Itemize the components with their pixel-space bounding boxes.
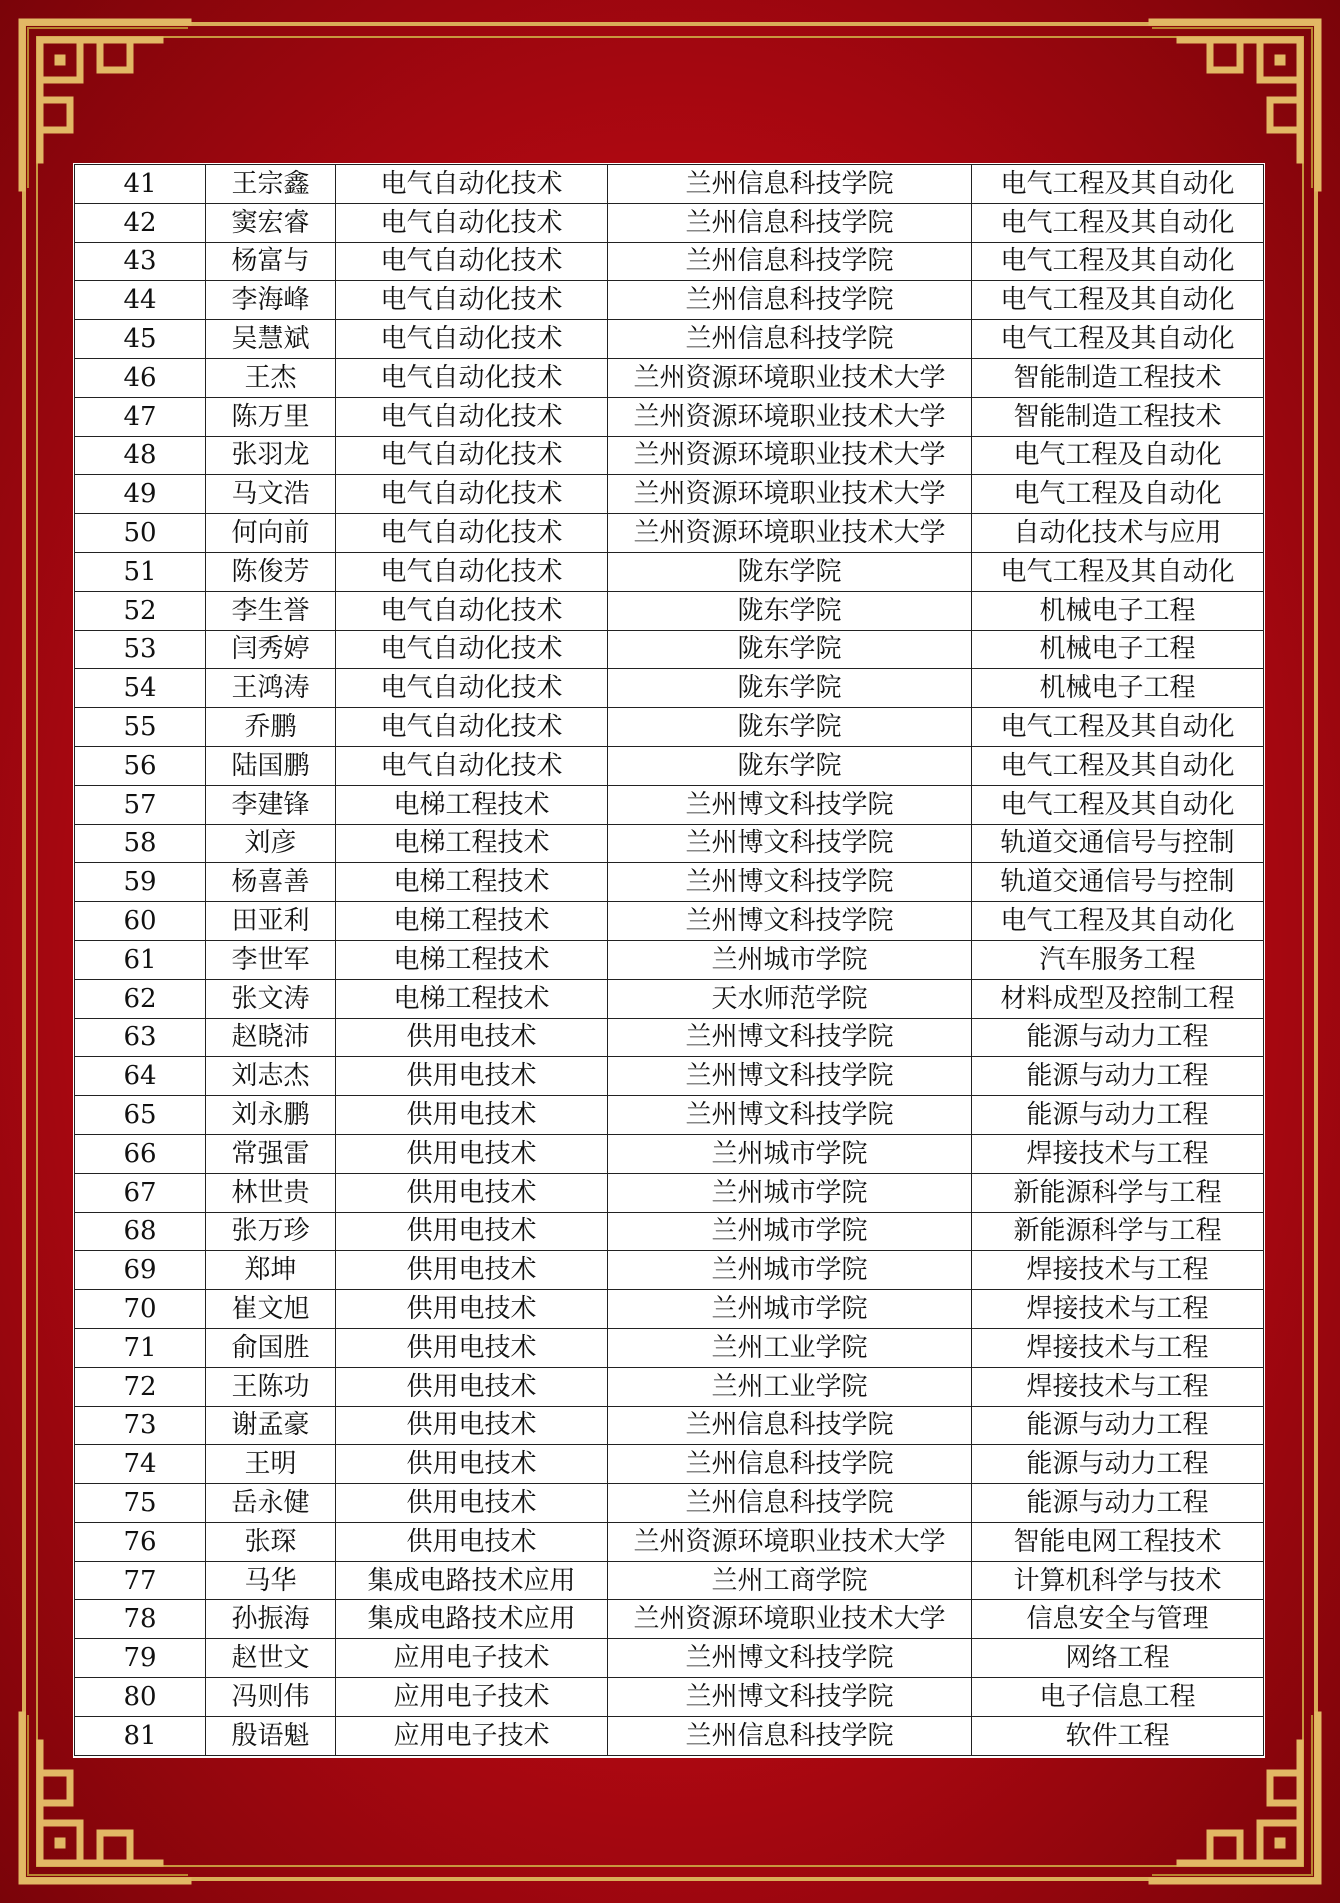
table-row [75,1639,1264,1678]
row-number-cell: 52 [75,591,206,630]
student-name-cell: 王宗鑫 [206,165,336,204]
target-college-cell: 兰州信息科技学院 [608,281,972,320]
target-major-cell: 汽车服务工程 [972,940,1264,979]
target-major-cell: 电气工程及其自动化 [972,165,1264,204]
row-number-cell: 67 [75,1173,206,1212]
target-college-cell: 兰州资源环境职业技术大学 [608,436,972,475]
target-college-cell: 兰州博文科技学院 [608,1639,972,1678]
row-number-cell: 54 [75,669,206,708]
table-row [75,320,1264,359]
student-name-cell: 刘永鹏 [206,1096,336,1135]
original-major-cell: 供用电技术 [336,1057,608,1096]
target-major-cell: 新能源科学与工程 [972,1212,1264,1251]
target-major-cell: 信息安全与管理 [972,1600,1264,1639]
row-number-cell: 45 [75,320,206,359]
table-row [75,281,1264,320]
target-college-cell: 兰州资源环境职业技术大学 [608,1522,972,1561]
target-major-cell: 智能制造工程技术 [972,358,1264,397]
target-major-cell: 电气工程及自动化 [972,436,1264,475]
student-name-cell: 王陈功 [206,1367,336,1406]
original-major-cell: 供用电技术 [336,1484,608,1523]
target-major-cell: 智能制造工程技术 [972,397,1264,436]
target-college-cell: 兰州博文科技学院 [608,1018,972,1057]
target-major-cell: 电气工程及其自动化 [972,320,1264,359]
row-number-cell: 59 [75,863,206,902]
original-major-cell: 电气自动化技术 [336,514,608,553]
target-major-cell: 能源与动力工程 [972,1445,1264,1484]
original-major-cell: 供用电技术 [336,1290,608,1329]
student-name-cell: 李世军 [206,940,336,979]
student-name-cell: 王杰 [206,358,336,397]
original-major-cell: 供用电技术 [336,1212,608,1251]
table-row [75,203,1264,242]
target-major-cell: 电气工程及其自动化 [972,552,1264,591]
table-row [75,630,1264,669]
target-major-cell: 电子信息工程 [972,1678,1264,1717]
table-row [75,1251,1264,1290]
row-number-cell: 73 [75,1406,206,1445]
student-name-cell: 孙振海 [206,1600,336,1639]
original-major-cell: 电气自动化技术 [336,708,608,747]
table-row [75,1018,1264,1057]
table-row [75,1290,1264,1329]
student-name-cell: 赵世文 [206,1639,336,1678]
student-name-cell: 李建锋 [206,785,336,824]
target-college-cell: 兰州资源环境职业技术大学 [608,475,972,514]
student-name-cell: 谢孟豪 [206,1406,336,1445]
target-major-cell: 焊接技术与工程 [972,1367,1264,1406]
target-college-cell: 天水师范学院 [608,979,972,1018]
student-name-cell: 马华 [206,1561,336,1600]
target-college-cell: 兰州博文科技学院 [608,863,972,902]
row-number-cell: 77 [75,1561,206,1600]
student-name-cell: 陆国鹏 [206,746,336,785]
row-number-cell: 53 [75,630,206,669]
student-name-cell: 张万珍 [206,1212,336,1251]
original-major-cell: 电气自动化技术 [336,165,608,204]
target-major-cell: 电气工程及其自动化 [972,746,1264,785]
row-number-cell: 51 [75,552,206,591]
original-major-cell: 应用电子技术 [336,1716,608,1755]
original-major-cell: 电气自动化技术 [336,669,608,708]
target-college-cell: 兰州信息科技学院 [608,242,972,281]
row-number-cell: 78 [75,1600,206,1639]
table-row [75,475,1264,514]
target-college-cell: 陇东学院 [608,591,972,630]
row-number-cell: 71 [75,1328,206,1367]
target-major-cell: 能源与动力工程 [972,1096,1264,1135]
target-college-cell: 兰州博文科技学院 [608,902,972,941]
target-major-cell: 材料成型及控制工程 [972,979,1264,1018]
student-name-cell: 岳永健 [206,1484,336,1523]
original-major-cell: 电气自动化技术 [336,552,608,591]
original-major-cell: 电梯工程技术 [336,902,608,941]
target-college-cell: 兰州城市学院 [608,1212,972,1251]
table-row [75,591,1264,630]
target-major-cell: 能源与动力工程 [972,1057,1264,1096]
row-number-cell: 55 [75,708,206,747]
row-number-cell: 70 [75,1290,206,1329]
target-college-cell: 兰州信息科技学院 [608,1716,972,1755]
table-row [75,785,1264,824]
row-number-cell: 66 [75,1134,206,1173]
table-row [75,1173,1264,1212]
target-college-cell: 兰州城市学院 [608,1173,972,1212]
target-college-cell: 兰州博文科技学院 [608,1096,972,1135]
row-number-cell: 72 [75,1367,206,1406]
table-row [75,669,1264,708]
student-name-cell: 张文涛 [206,979,336,1018]
row-number-cell: 79 [75,1639,206,1678]
table-row [75,1522,1264,1561]
target-college-cell: 兰州博文科技学院 [608,1678,972,1717]
table-row [75,1600,1264,1639]
roster-panel [73,163,1265,1758]
table-row [75,824,1264,863]
target-college-cell: 兰州信息科技学院 [608,320,972,359]
row-number-cell: 74 [75,1445,206,1484]
table-row [75,708,1264,747]
table-row [75,940,1264,979]
original-major-cell: 供用电技术 [336,1522,608,1561]
original-major-cell: 供用电技术 [336,1328,608,1367]
target-college-cell: 兰州信息科技学院 [608,165,972,204]
table-row [75,1328,1264,1367]
target-college-cell: 兰州工商学院 [608,1561,972,1600]
row-number-cell: 61 [75,940,206,979]
target-major-cell: 电气工程及其自动化 [972,203,1264,242]
table-row [75,863,1264,902]
table-row [75,552,1264,591]
target-college-cell: 兰州城市学院 [608,1251,972,1290]
table-row [75,1367,1264,1406]
table-row [75,242,1264,281]
original-major-cell: 电气自动化技术 [336,630,608,669]
original-major-cell: 电气自动化技术 [336,242,608,281]
student-name-cell: 王鸿涛 [206,669,336,708]
target-college-cell: 兰州城市学院 [608,1290,972,1329]
row-number-cell: 64 [75,1057,206,1096]
original-major-cell: 供用电技术 [336,1134,608,1173]
target-major-cell: 焊接技术与工程 [972,1328,1264,1367]
student-name-cell: 陈万里 [206,397,336,436]
table-row [75,165,1264,204]
row-number-cell: 57 [75,785,206,824]
table-row [75,1134,1264,1173]
table-row [75,1484,1264,1523]
target-major-cell: 计算机科学与技术 [972,1561,1264,1600]
row-number-cell: 68 [75,1212,206,1251]
row-number-cell: 49 [75,475,206,514]
target-major-cell: 新能源科学与工程 [972,1173,1264,1212]
table-row [75,746,1264,785]
target-major-cell: 焊接技术与工程 [972,1134,1264,1173]
table-row [75,1678,1264,1717]
target-major-cell: 自动化技术与应用 [972,514,1264,553]
table-row [75,1716,1264,1755]
original-major-cell: 电气自动化技术 [336,436,608,475]
student-name-cell: 王明 [206,1445,336,1484]
original-major-cell: 电梯工程技术 [336,979,608,1018]
table-row [75,1561,1264,1600]
target-major-cell: 机械电子工程 [972,591,1264,630]
target-major-cell: 电气工程及其自动化 [972,902,1264,941]
student-name-cell: 俞国胜 [206,1328,336,1367]
target-college-cell: 兰州信息科技学院 [608,1406,972,1445]
student-name-cell: 刘彦 [206,824,336,863]
target-college-cell: 兰州城市学院 [608,1134,972,1173]
target-college-cell: 陇东学院 [608,630,972,669]
table-row [75,902,1264,941]
original-major-cell: 电气自动化技术 [336,591,608,630]
target-college-cell: 兰州资源环境职业技术大学 [608,1600,972,1639]
row-number-cell: 80 [75,1678,206,1717]
row-number-cell: 81 [75,1716,206,1755]
target-major-cell: 机械电子工程 [972,669,1264,708]
target-major-cell: 电气工程及其自动化 [972,785,1264,824]
target-major-cell: 电气工程及其自动化 [972,242,1264,281]
target-major-cell: 能源与动力工程 [972,1406,1264,1445]
original-major-cell: 集成电路技术应用 [336,1561,608,1600]
roster-table [74,164,1264,1756]
original-major-cell: 集成电路技术应用 [336,1600,608,1639]
student-name-cell: 杨喜善 [206,863,336,902]
row-number-cell: 42 [75,203,206,242]
target-major-cell: 智能电网工程技术 [972,1522,1264,1561]
target-major-cell: 轨道交通信号与控制 [972,824,1264,863]
student-name-cell: 闫秀婷 [206,630,336,669]
target-major-cell: 网络工程 [972,1639,1264,1678]
target-college-cell: 兰州信息科技学院 [608,203,972,242]
table-row [75,1445,1264,1484]
target-college-cell: 陇东学院 [608,669,972,708]
table-row [75,1057,1264,1096]
row-number-cell: 43 [75,242,206,281]
student-name-cell: 赵晓沛 [206,1018,336,1057]
original-major-cell: 电气自动化技术 [336,397,608,436]
student-name-cell: 李海峰 [206,281,336,320]
student-name-cell: 刘志杰 [206,1057,336,1096]
original-major-cell: 电梯工程技术 [336,824,608,863]
row-number-cell: 47 [75,397,206,436]
student-name-cell: 杨富与 [206,242,336,281]
student-name-cell: 乔鹏 [206,708,336,747]
student-name-cell: 马文浩 [206,475,336,514]
table-row [75,436,1264,475]
original-major-cell: 供用电技术 [336,1173,608,1212]
original-major-cell: 电梯工程技术 [336,785,608,824]
row-number-cell: 75 [75,1484,206,1523]
table-row [75,397,1264,436]
student-name-cell: 殷语魁 [206,1716,336,1755]
student-name-cell: 李生誉 [206,591,336,630]
student-name-cell: 张羽龙 [206,436,336,475]
original-major-cell: 电气自动化技术 [336,746,608,785]
target-major-cell: 机械电子工程 [972,630,1264,669]
target-major-cell: 软件工程 [972,1716,1264,1755]
row-number-cell: 44 [75,281,206,320]
original-major-cell: 供用电技术 [336,1406,608,1445]
student-name-cell: 窦宏睿 [206,203,336,242]
original-major-cell: 电气自动化技术 [336,203,608,242]
target-major-cell: 能源与动力工程 [972,1018,1264,1057]
original-major-cell: 供用电技术 [336,1096,608,1135]
row-number-cell: 62 [75,979,206,1018]
target-major-cell: 焊接技术与工程 [972,1290,1264,1329]
target-major-cell: 焊接技术与工程 [972,1251,1264,1290]
student-name-cell: 田亚利 [206,902,336,941]
row-number-cell: 76 [75,1522,206,1561]
original-major-cell: 电气自动化技术 [336,281,608,320]
original-major-cell: 应用电子技术 [336,1639,608,1678]
target-college-cell: 兰州博文科技学院 [608,1057,972,1096]
target-college-cell: 兰州城市学院 [608,940,972,979]
target-college-cell: 陇东学院 [608,552,972,591]
original-major-cell: 供用电技术 [336,1445,608,1484]
target-college-cell: 兰州工业学院 [608,1367,972,1406]
table-row [75,1096,1264,1135]
original-major-cell: 供用电技术 [336,1018,608,1057]
table-row [75,358,1264,397]
original-major-cell: 应用电子技术 [336,1678,608,1717]
student-name-cell: 陈俊芳 [206,552,336,591]
table-row [75,514,1264,553]
target-major-cell: 轨道交通信号与控制 [972,863,1264,902]
row-number-cell: 63 [75,1018,206,1057]
target-college-cell: 陇东学院 [608,746,972,785]
student-name-cell: 张琛 [206,1522,336,1561]
target-college-cell: 兰州信息科技学院 [608,1484,972,1523]
row-number-cell: 48 [75,436,206,475]
original-major-cell: 供用电技术 [336,1367,608,1406]
student-name-cell: 林世贵 [206,1173,336,1212]
row-number-cell: 56 [75,746,206,785]
target-college-cell: 兰州资源环境职业技术大学 [608,514,972,553]
row-number-cell: 58 [75,824,206,863]
student-name-cell: 崔文旭 [206,1290,336,1329]
table-row [75,1406,1264,1445]
row-number-cell: 65 [75,1096,206,1135]
original-major-cell: 电气自动化技术 [336,320,608,359]
original-major-cell: 供用电技术 [336,1251,608,1290]
row-number-cell: 46 [75,358,206,397]
student-name-cell: 何向前 [206,514,336,553]
original-major-cell: 电气自动化技术 [336,358,608,397]
target-major-cell: 电气工程及自动化 [972,475,1264,514]
original-major-cell: 电气自动化技术 [336,475,608,514]
target-college-cell: 兰州博文科技学院 [608,785,972,824]
table-row [75,1212,1264,1251]
target-college-cell: 兰州资源环境职业技术大学 [608,397,972,436]
row-number-cell: 50 [75,514,206,553]
target-major-cell: 电气工程及其自动化 [972,281,1264,320]
original-major-cell: 电梯工程技术 [336,940,608,979]
target-major-cell: 能源与动力工程 [972,1484,1264,1523]
row-number-cell: 41 [75,165,206,204]
student-name-cell: 冯则伟 [206,1678,336,1717]
target-college-cell: 兰州工业学院 [608,1328,972,1367]
target-major-cell: 电气工程及其自动化 [972,708,1264,747]
student-name-cell: 吴慧斌 [206,320,336,359]
target-college-cell: 兰州博文科技学院 [608,824,972,863]
table-row [75,979,1264,1018]
original-major-cell: 电梯工程技术 [336,863,608,902]
target-college-cell: 陇东学院 [608,708,972,747]
row-number-cell: 60 [75,902,206,941]
target-college-cell: 兰州信息科技学院 [608,1445,972,1484]
student-name-cell: 常强雷 [206,1134,336,1173]
row-number-cell: 69 [75,1251,206,1290]
target-college-cell: 兰州资源环境职业技术大学 [608,358,972,397]
student-name-cell: 郑坤 [206,1251,336,1290]
